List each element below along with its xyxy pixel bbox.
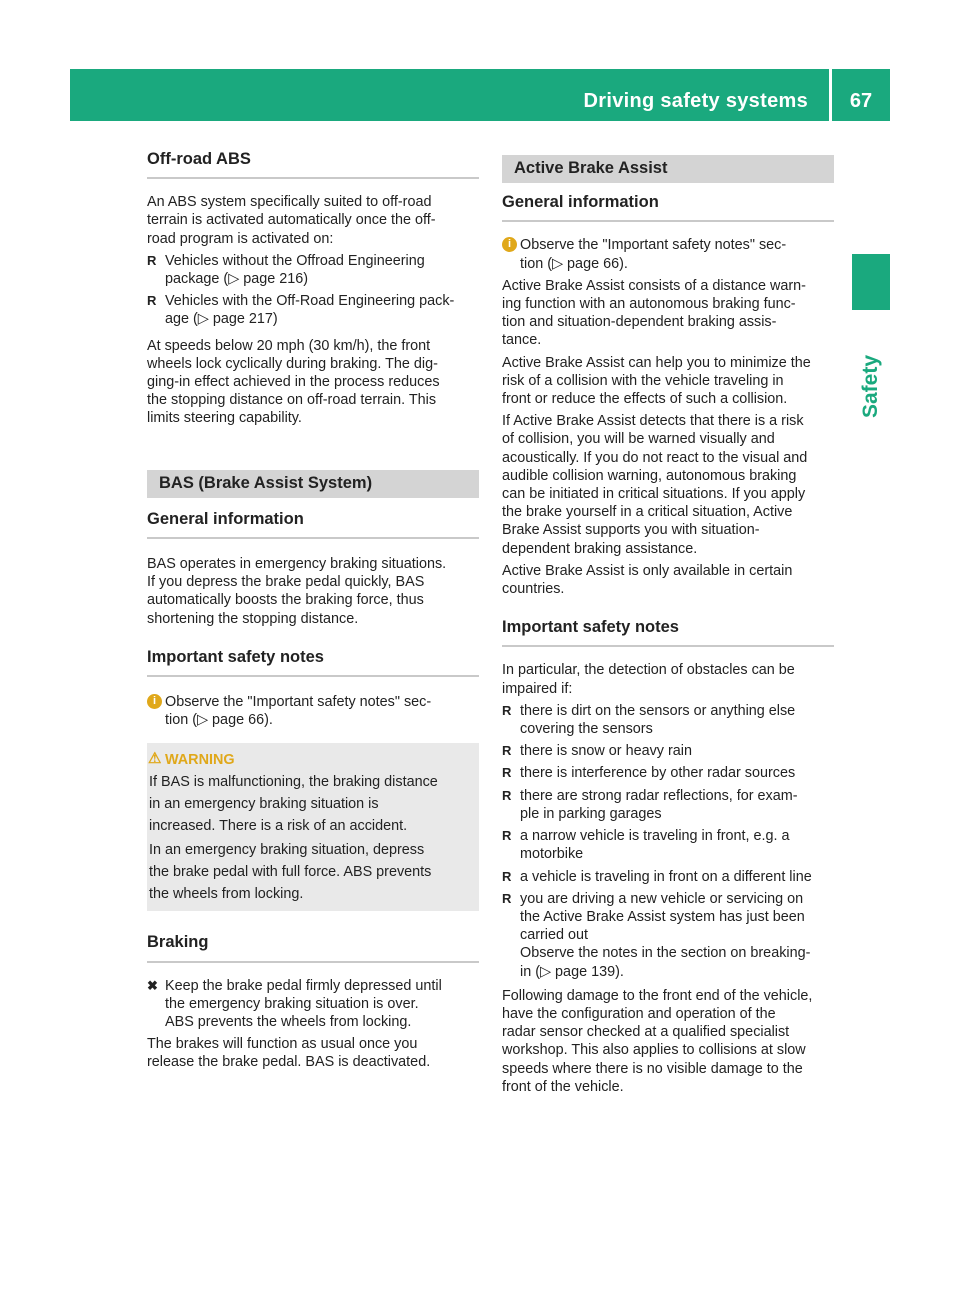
bullet-marker: R <box>502 702 512 718</box>
warning-box <box>147 743 479 911</box>
warning-p1: If BAS is malfunctioning, the braking distance in an emergency braking situation is increased. There is a risk of an accident. <box>149 774 438 835</box>
list-item <box>502 742 834 760</box>
heading-bas-safety: Important safety notes <box>147 648 479 677</box>
warning-p2: In an emergency braking situation, depress the brake pedal with full force. ABS prevents the wheels from locking. <box>149 842 432 903</box>
list-item-text: Vehicles without the Offroad Engineering package (▷ page 216) <box>165 252 425 288</box>
offroad-abs-bullets <box>147 252 479 329</box>
list-item <box>147 252 479 288</box>
list-item <box>502 827 834 863</box>
list-item-text: there is snow or heavy rain <box>520 743 692 760</box>
side-tab-marker <box>852 254 890 310</box>
braking-step-text: Keep the brake pedal firmly depressed until the emergency braking situation is over. ABS prevents the wheels from locking. <box>165 977 442 1031</box>
step-arrow-icon: ✖ <box>147 977 158 993</box>
list-item-text: a narrow vehicle is traveling in front, e.g. a motorbike <box>520 828 790 863</box>
braking-body: The brakes will function as usual once you release the brake pedal. BAS is deactivated. <box>147 1036 431 1071</box>
list-item <box>147 292 479 328</box>
chapter-title: Driving safety systems <box>583 90 808 112</box>
list-item <box>502 764 834 782</box>
aba-p2: Active Brake Assist can help you to minimize the risk of a collision with the vehicle traveling in front or reduce the effects of such a collision. <box>502 354 811 408</box>
page-number: 67 <box>849 90 873 112</box>
list-item <box>502 890 834 981</box>
list-item-text: Vehicles with the Off-Road Engineering pack- age (▷ page 217) <box>165 293 455 328</box>
bullet-marker: R <box>502 765 512 781</box>
aba-info-note <box>502 236 834 272</box>
section-bas: BAS (Brake Assist System) <box>147 470 479 498</box>
heading-bas-general: General information <box>147 510 479 539</box>
heading-aba-general: General information <box>502 193 834 222</box>
bas-info-text: Observe the "Important safety notes" sec- tion (▷ page 66). <box>165 694 432 729</box>
aba-p4: Active Brake Assist is only available in certain countries. <box>502 562 793 598</box>
offroad-abs-body: At speeds below 20 mph (30 km/h), the front wheels lock cyclically during braking. The dig- ging-in effect achieved in the process reduces the stopping distance on off-road terrain. This limits steering capability. <box>147 337 440 427</box>
list-item <box>502 868 834 886</box>
bullet-marker: R <box>147 252 157 268</box>
offroad-abs-intro: An ABS system specifically suited to off-road terrain is activated automatically once the off- road program is activated on: <box>147 194 436 247</box>
bullet-marker: R <box>502 787 512 803</box>
warning-heading <box>149 749 475 771</box>
bas-info-note <box>147 693 479 729</box>
aba-p1: Active Brake Assist consists of a distance warn- ing function with an autonomous braking func- tion and situation-dependent braking assis- tance. <box>502 277 806 349</box>
side-tab-label: Safety <box>859 354 882 418</box>
braking-step <box>147 977 479 1032</box>
warning-triangle-icon: ⚠ <box>148 750 162 768</box>
section-active-brake-assist: Active Brake Assist <box>502 155 834 183</box>
heading-offroad-abs: Off-road ABS <box>147 150 479 179</box>
aba-info-text: Observe the "Important safety notes" sec- tion (▷ page 66). <box>520 237 787 272</box>
heading-aba-safety: Important safety notes <box>502 618 834 647</box>
list-item <box>502 787 834 823</box>
list-item <box>502 702 834 738</box>
aba-closing: Following damage to the front end of the vehicle, have the configuration and operation of the radar sensor checked at a qualified specialist workshop. This also applies to collisions at slow speeds where there is no visible damage to the front of the vehicle. <box>502 987 813 1095</box>
aba-safety-intro: In particular, the detection of obstacles can be impaired if: <box>502 662 795 697</box>
list-item-text: there is interference by other radar sources <box>520 765 796 782</box>
heading-braking: Braking <box>147 933 479 962</box>
left-column <box>147 150 479 1072</box>
bullet-marker: R <box>147 293 157 309</box>
bas-general-body: BAS operates in emergency braking situations. If you depress the brake pedal quickly, BAS automatically boosts the braking force, thus shortening the stopping distance. <box>147 556 447 627</box>
aba-bullets <box>502 702 834 981</box>
aba-p3: If Active Brake Assist detects that there is a risk of collision, you will be warned visually and acoustically. If you do not react to the visual and audible collision warning, autonomous braking can be initiated in critical situations. If you apply the brake yourself in a critical situation, Active Brake Assist supports you with situation- dependent braking assistance. <box>502 413 808 557</box>
warning-title: WARNING <box>165 752 235 769</box>
info-icon: i <box>502 237 517 252</box>
list-item-text: a vehicle is traveling in front on a different line <box>520 868 812 885</box>
bullet-marker: R <box>502 743 512 759</box>
list-item-text: there are strong radar reflections, for exam- ple in parking garages <box>520 787 798 822</box>
right-column <box>502 155 834 1096</box>
list-item-text: there is dirt on the sensors or anything else covering the sensors <box>520 702 796 738</box>
bullet-marker: R <box>502 828 512 844</box>
info-icon: i <box>147 694 162 709</box>
bullet-marker: R <box>502 890 512 906</box>
list-item-text: you are driving a new vehicle or servicing on the Active Brake Assist system has just been carried out Observe the notes in the section on breaking- in (▷ page 139). <box>520 890 811 980</box>
bullet-marker: R <box>502 868 512 884</box>
page-header <box>70 69 890 121</box>
